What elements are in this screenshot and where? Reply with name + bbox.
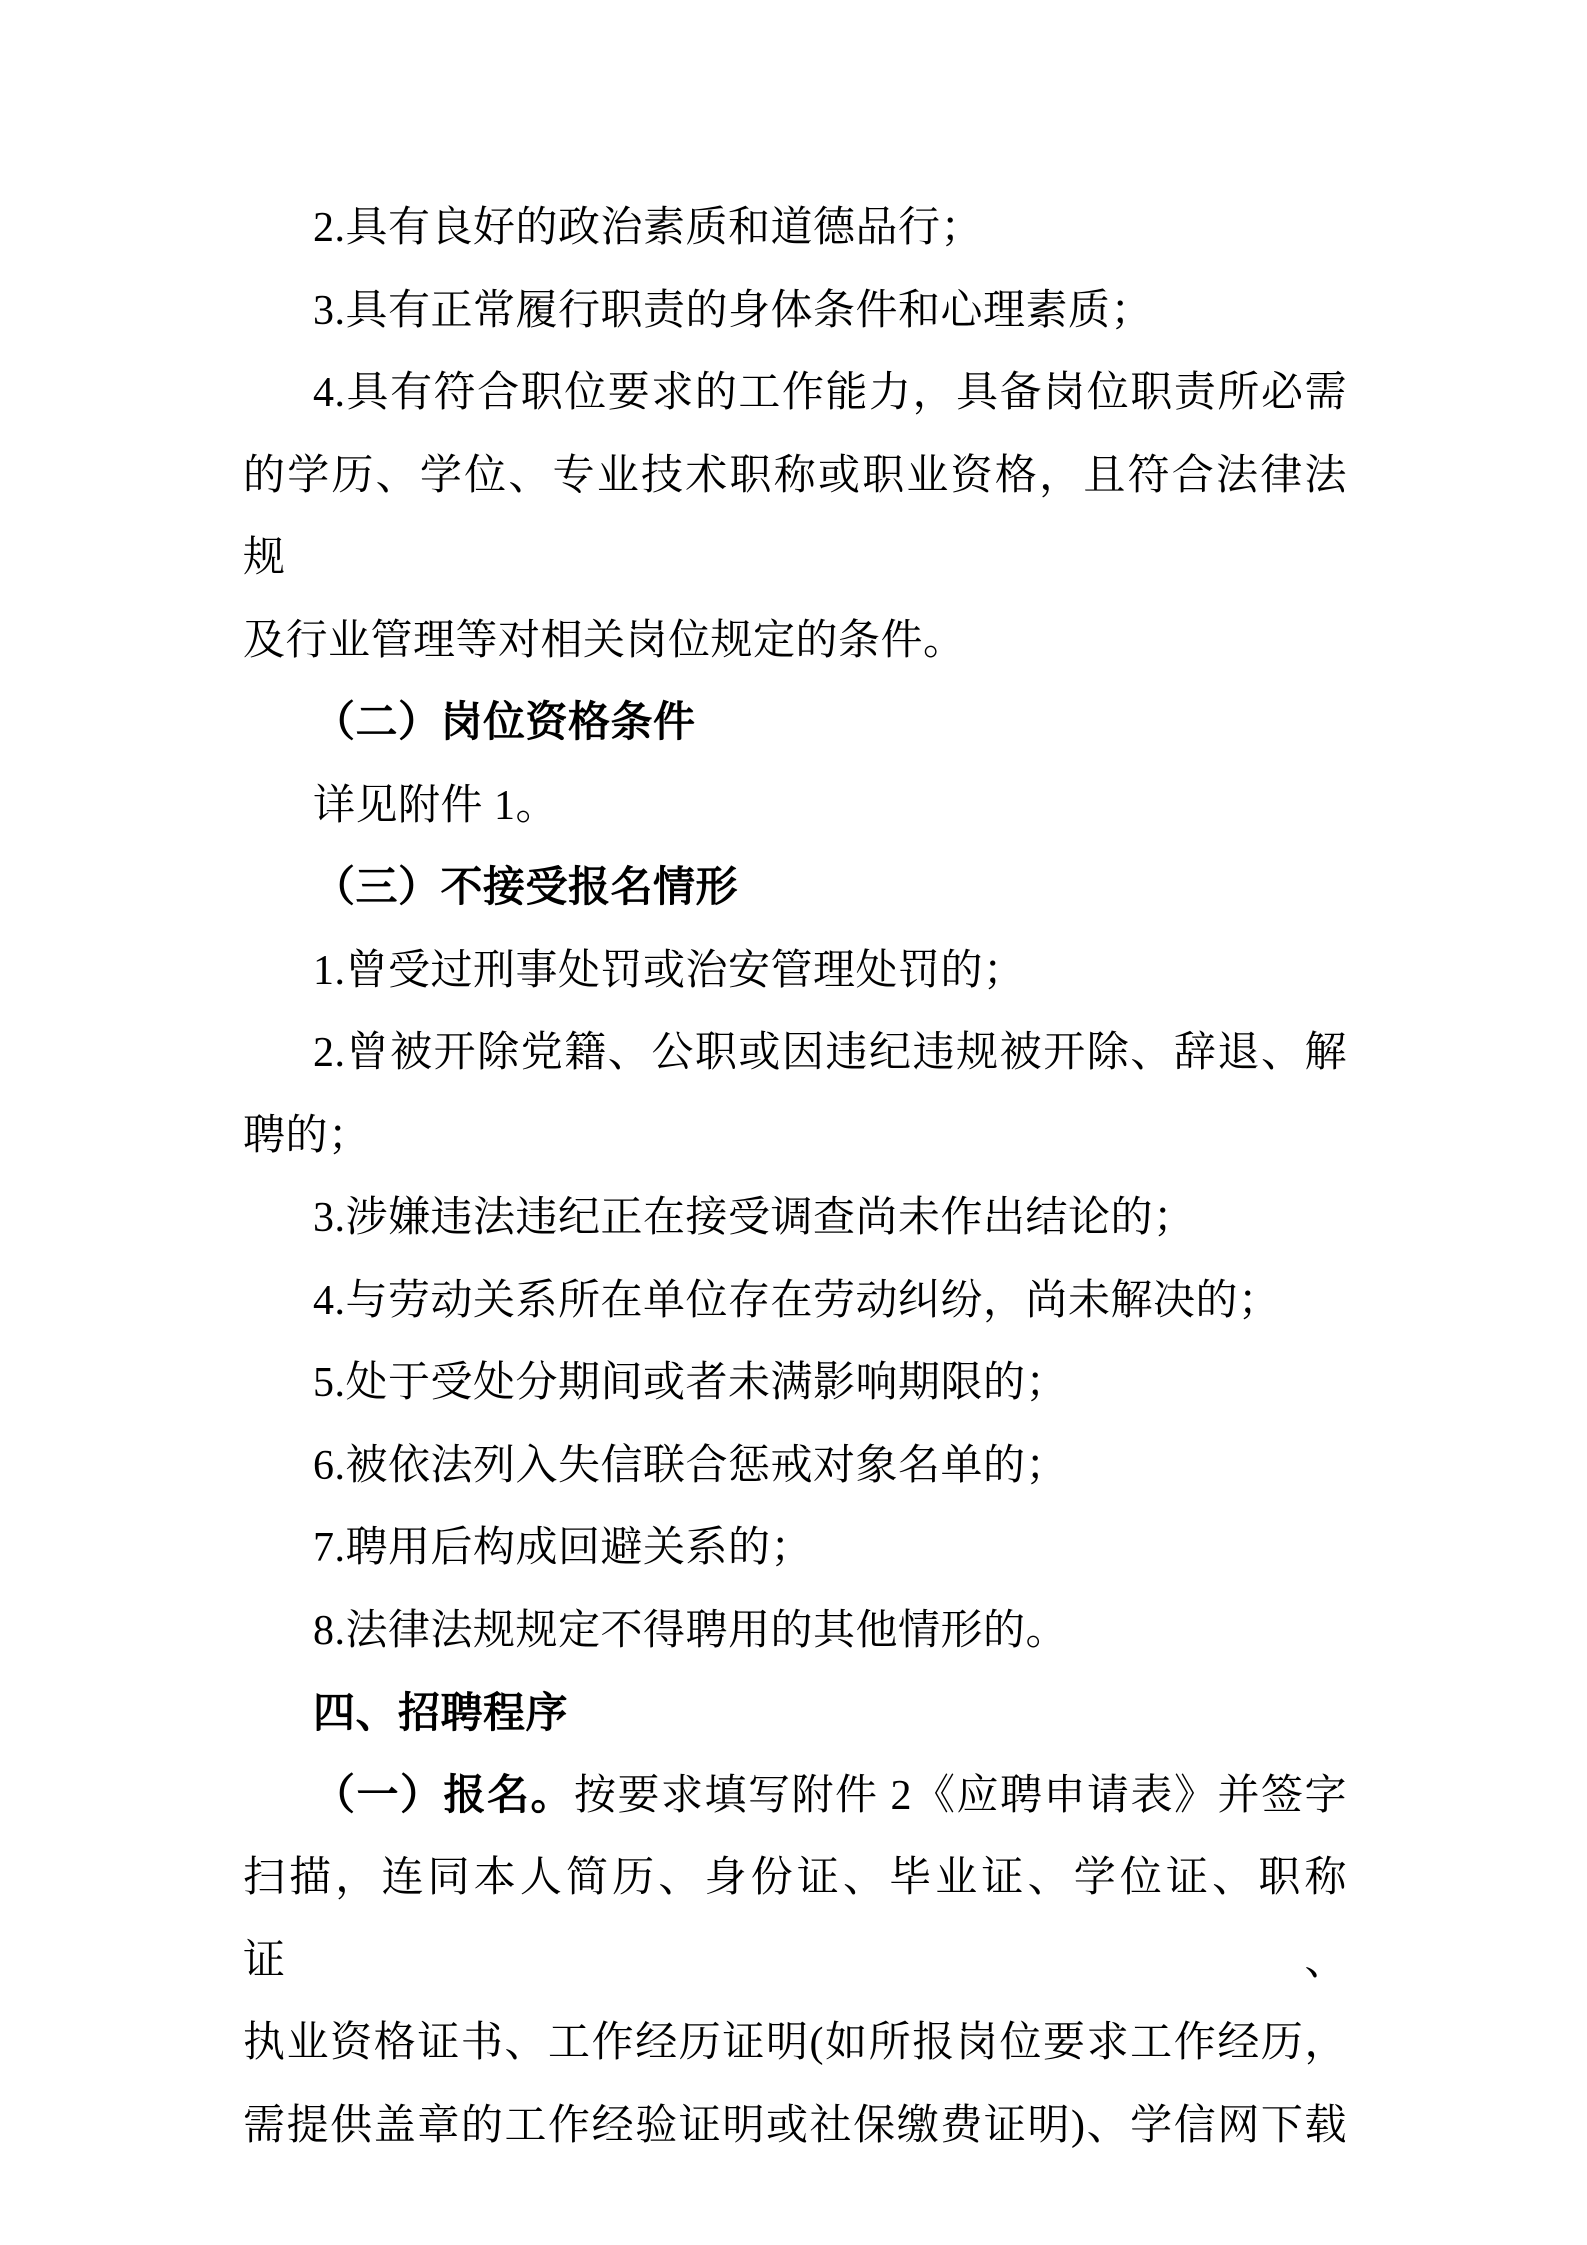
document-body: [243, 187, 1347, 2167]
apply-step-line1: [243, 1755, 1347, 1838]
apply-step-line3: 执业资格证书、工作经历证明(如所报岗位要求工作经历，: [243, 2020, 1347, 2066]
cond-item-4-ability-line2: 的学历、学位、专业技术职称或职业资格，且符合法律法规: [243, 452, 1347, 581]
reject-item-2-line1: 2.曾被开除党籍、公职或因违纪违规被开除、辞退、解: [313, 1030, 1347, 1076]
apply-step-label: （一）报名。: [313, 1772, 574, 1819]
apply-step-line2: 扫描，连同本人简历、身份证、毕业证、学位证、职称证、: [243, 1855, 1347, 1984]
cond-item-3-health: 3.具有正常履行职责的身体条件和心理素质；: [313, 287, 1154, 334]
cond-item-4-ability-line3: 及行业管理等对相关岗位规定的条件。: [243, 617, 966, 664]
reject-item-2-line2: 聘的；: [243, 1112, 371, 1159]
reject-item-8: 8.法律法规规定不得聘用的其他情形的。: [313, 1607, 1069, 1654]
reject-item-1: 1.曾受过刑事处罚或治安管理处罚的；: [313, 947, 1026, 994]
heading-post-qualification: （二）岗位资格条件: [313, 700, 696, 746]
reject-item-6: 6.被依法列入失信联合惩戒对象名单的；: [313, 1442, 1069, 1489]
reject-item-3: 3.涉嫌违法违纪正在接受调查尚未作出结论的；: [313, 1195, 1196, 1241]
apply-step-line4: 需提供盖章的工作经验证明或社保缴费证明)、学信网下载: [243, 2102, 1347, 2149]
cond-item-4-ability-line1: 4.具有符合职位要求的工作能力，具备岗位职责所必需: [313, 370, 1347, 416]
heading-recruitment-procedure: 四、招聘程序: [313, 1689, 569, 1736]
reject-item-7: 7.聘用后构成回避关系的；: [313, 1525, 814, 1571]
heading-not-accepted-cases: （三）不接受报名情形: [313, 865, 739, 911]
cond-item-2-political: 2.具有良好的政治素质和道德品行；: [313, 205, 984, 251]
see-attachment-note: 详见附件 1。: [313, 782, 559, 829]
apply-step-text: 按要求填写附件 2《应聘申请表》并签字: [574, 1772, 1347, 1819]
reject-item-5: 5.处于受处分期间或者未满影响期限的；: [313, 1360, 1069, 1406]
reject-item-4: 4.与劳动关系所在单位存在劳动纠纷，尚未解决的；: [313, 1277, 1281, 1324]
